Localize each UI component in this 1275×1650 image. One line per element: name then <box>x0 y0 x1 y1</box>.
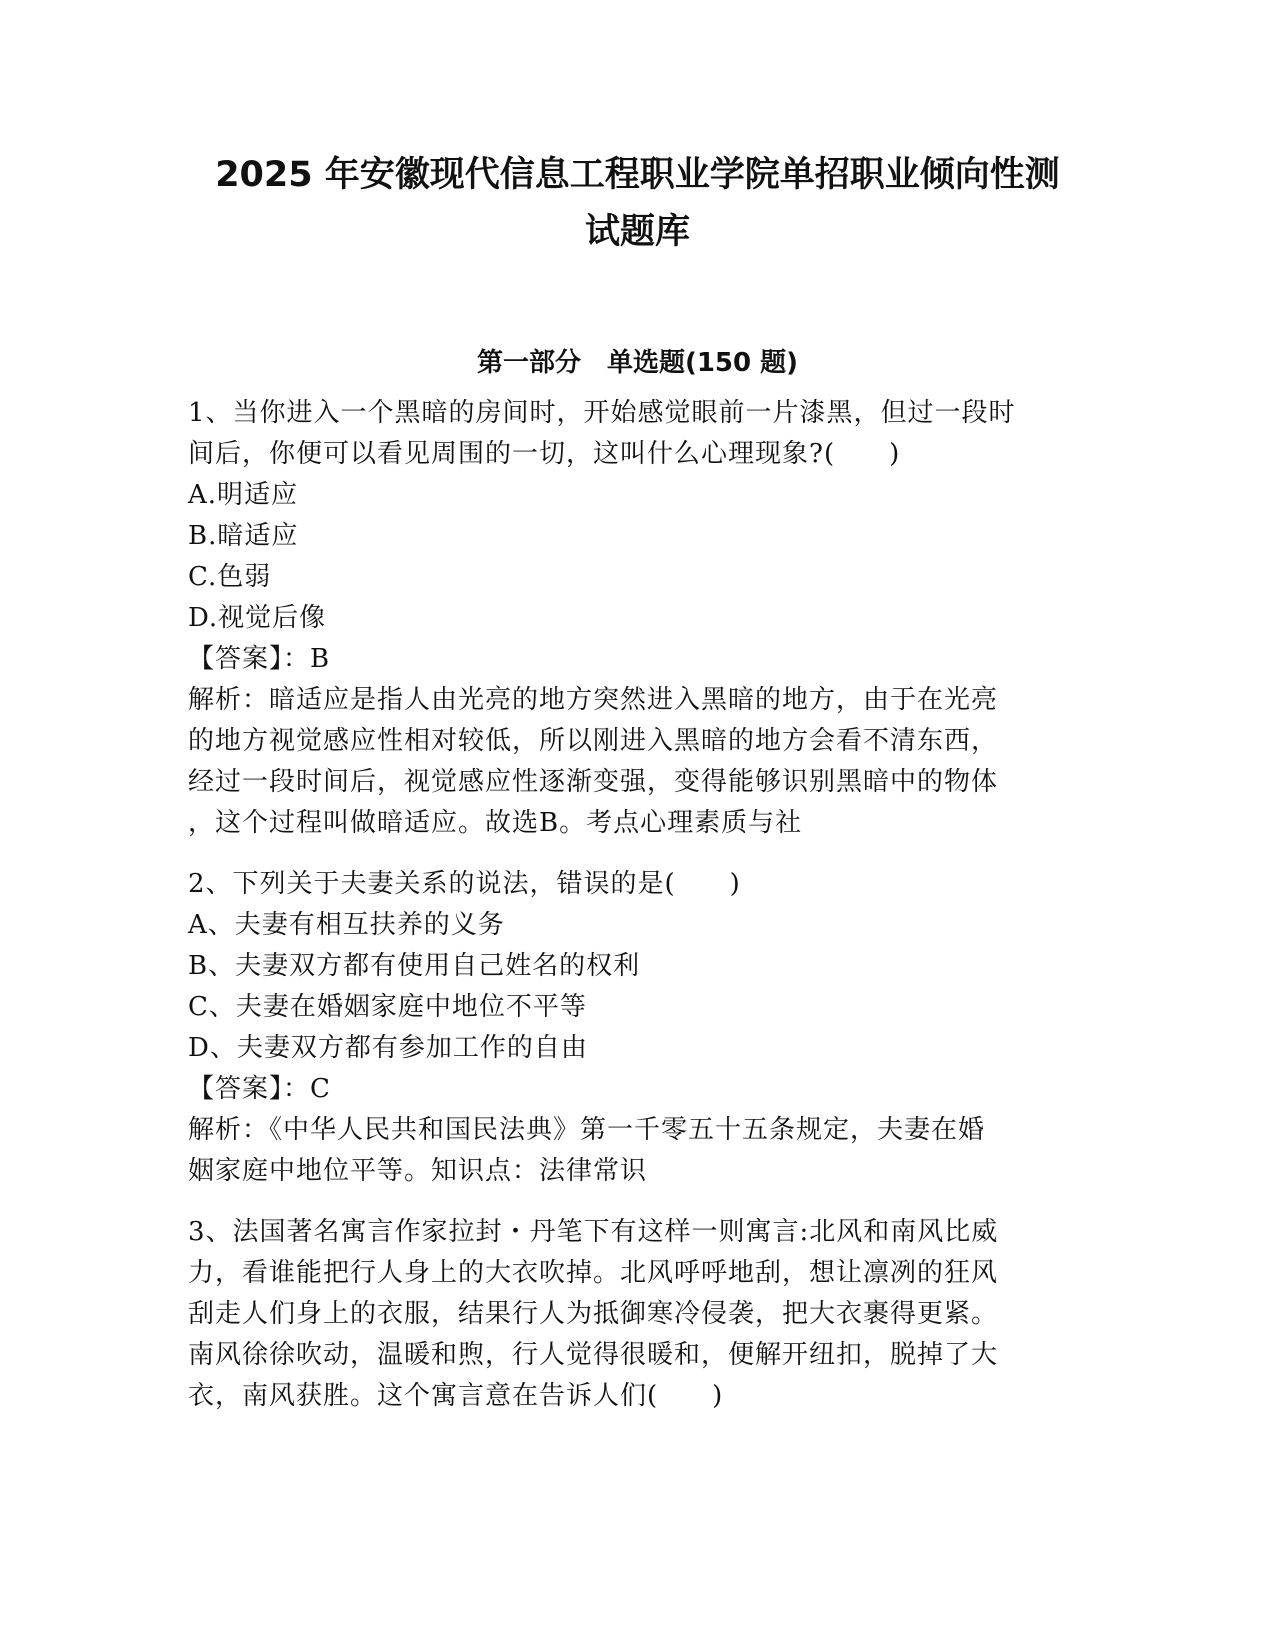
question-2-stem-line-1: 2、下列关于夫妻关系的说法，错误的是( ) <box>188 869 741 899</box>
document-title-line-1: 2025 年安徽现代信息工程职业学院单招职业倾向性测 <box>215 155 1060 195</box>
question-1-option-c: C.色弱 <box>188 562 272 592</box>
question-1-option-a: A.明适应 <box>188 480 299 510</box>
question-3-stem-line-2: 力，看谁能把行人身上的大衣吹掉。北风呼呼地刮，想让凛冽的狂风 <box>188 1258 999 1288</box>
question-3-stem-line-1: 3、法国著名寓言作家拉封・丹笔下有这样一则寓言:北风和南风比威 <box>188 1217 999 1247</box>
question-1-option-d: D.视觉后像 <box>188 603 327 633</box>
question-2-option-b: B、夫妻双方都有使用自己姓名的权利 <box>188 951 641 981</box>
question-1-analysis-line-1: 解析：暗适应是指人由光亮的地方突然进入黑暗的地方，由于在光亮 <box>188 685 999 715</box>
question-1-option-b: B.暗适应 <box>188 521 299 551</box>
question-2-analysis-line-1: 解析：《中华人民共和国民法典》第一千零五十五条规定，夫妻在婚 <box>188 1115 986 1145</box>
question-3-stem-line-3: 刮走人们身上的衣服，结果行人为抵御寒冷侵袭，把大衣裹得更紧。 <box>188 1299 999 1329</box>
question-2-analysis-line-2: 姻家庭中地位平等。知识点：法律常识 <box>188 1156 648 1186</box>
question-1-analysis-line-2: 的地方视觉感应性相对较低，所以刚进入黑暗的地方会看不清东西， <box>188 726 999 756</box>
question-2-answer: 【答案】：C <box>188 1074 331 1104</box>
question-1-analysis-line-4: ，这个过程叫做暗适应。故选B。考点心理素质与社 <box>188 808 803 838</box>
question-1-analysis-line-3: 经过一段时间后，视觉感应性逐渐变强，变得能够识别黑暗中的物体 <box>188 767 999 797</box>
question-1-stem-line-1: 1、当你进入一个黑暗的房间时，开始感觉眼前一片漆黑，但过一段时 <box>188 398 1016 428</box>
question-3-stem-line-4: 南风徐徐吹动，温暖和煦，行人觉得很暖和，便解开纽扣，脱掉了大 <box>188 1340 999 1370</box>
question-1-stem-line-2: 间后，你便可以看见周围的一切，这叫什么心理现象?( ) <box>188 439 901 469</box>
question-1-answer: 【答案】：B <box>188 644 331 674</box>
section-heading: 第一部分 单选题(150 题) <box>476 348 799 378</box>
question-2-option-a: A、夫妻有相互扶养的义务 <box>188 910 505 940</box>
document-title-line-2: 试题库 <box>584 212 690 252</box>
question-3-stem-line-5: 衣，南风获胜。这个寓言意在告诉人们( ) <box>188 1381 724 1411</box>
question-2-option-c: C、夫妻在婚姻家庭中地位不平等 <box>188 992 587 1022</box>
question-2-option-d: D、夫妻双方都有参加工作的自由 <box>188 1033 588 1063</box>
